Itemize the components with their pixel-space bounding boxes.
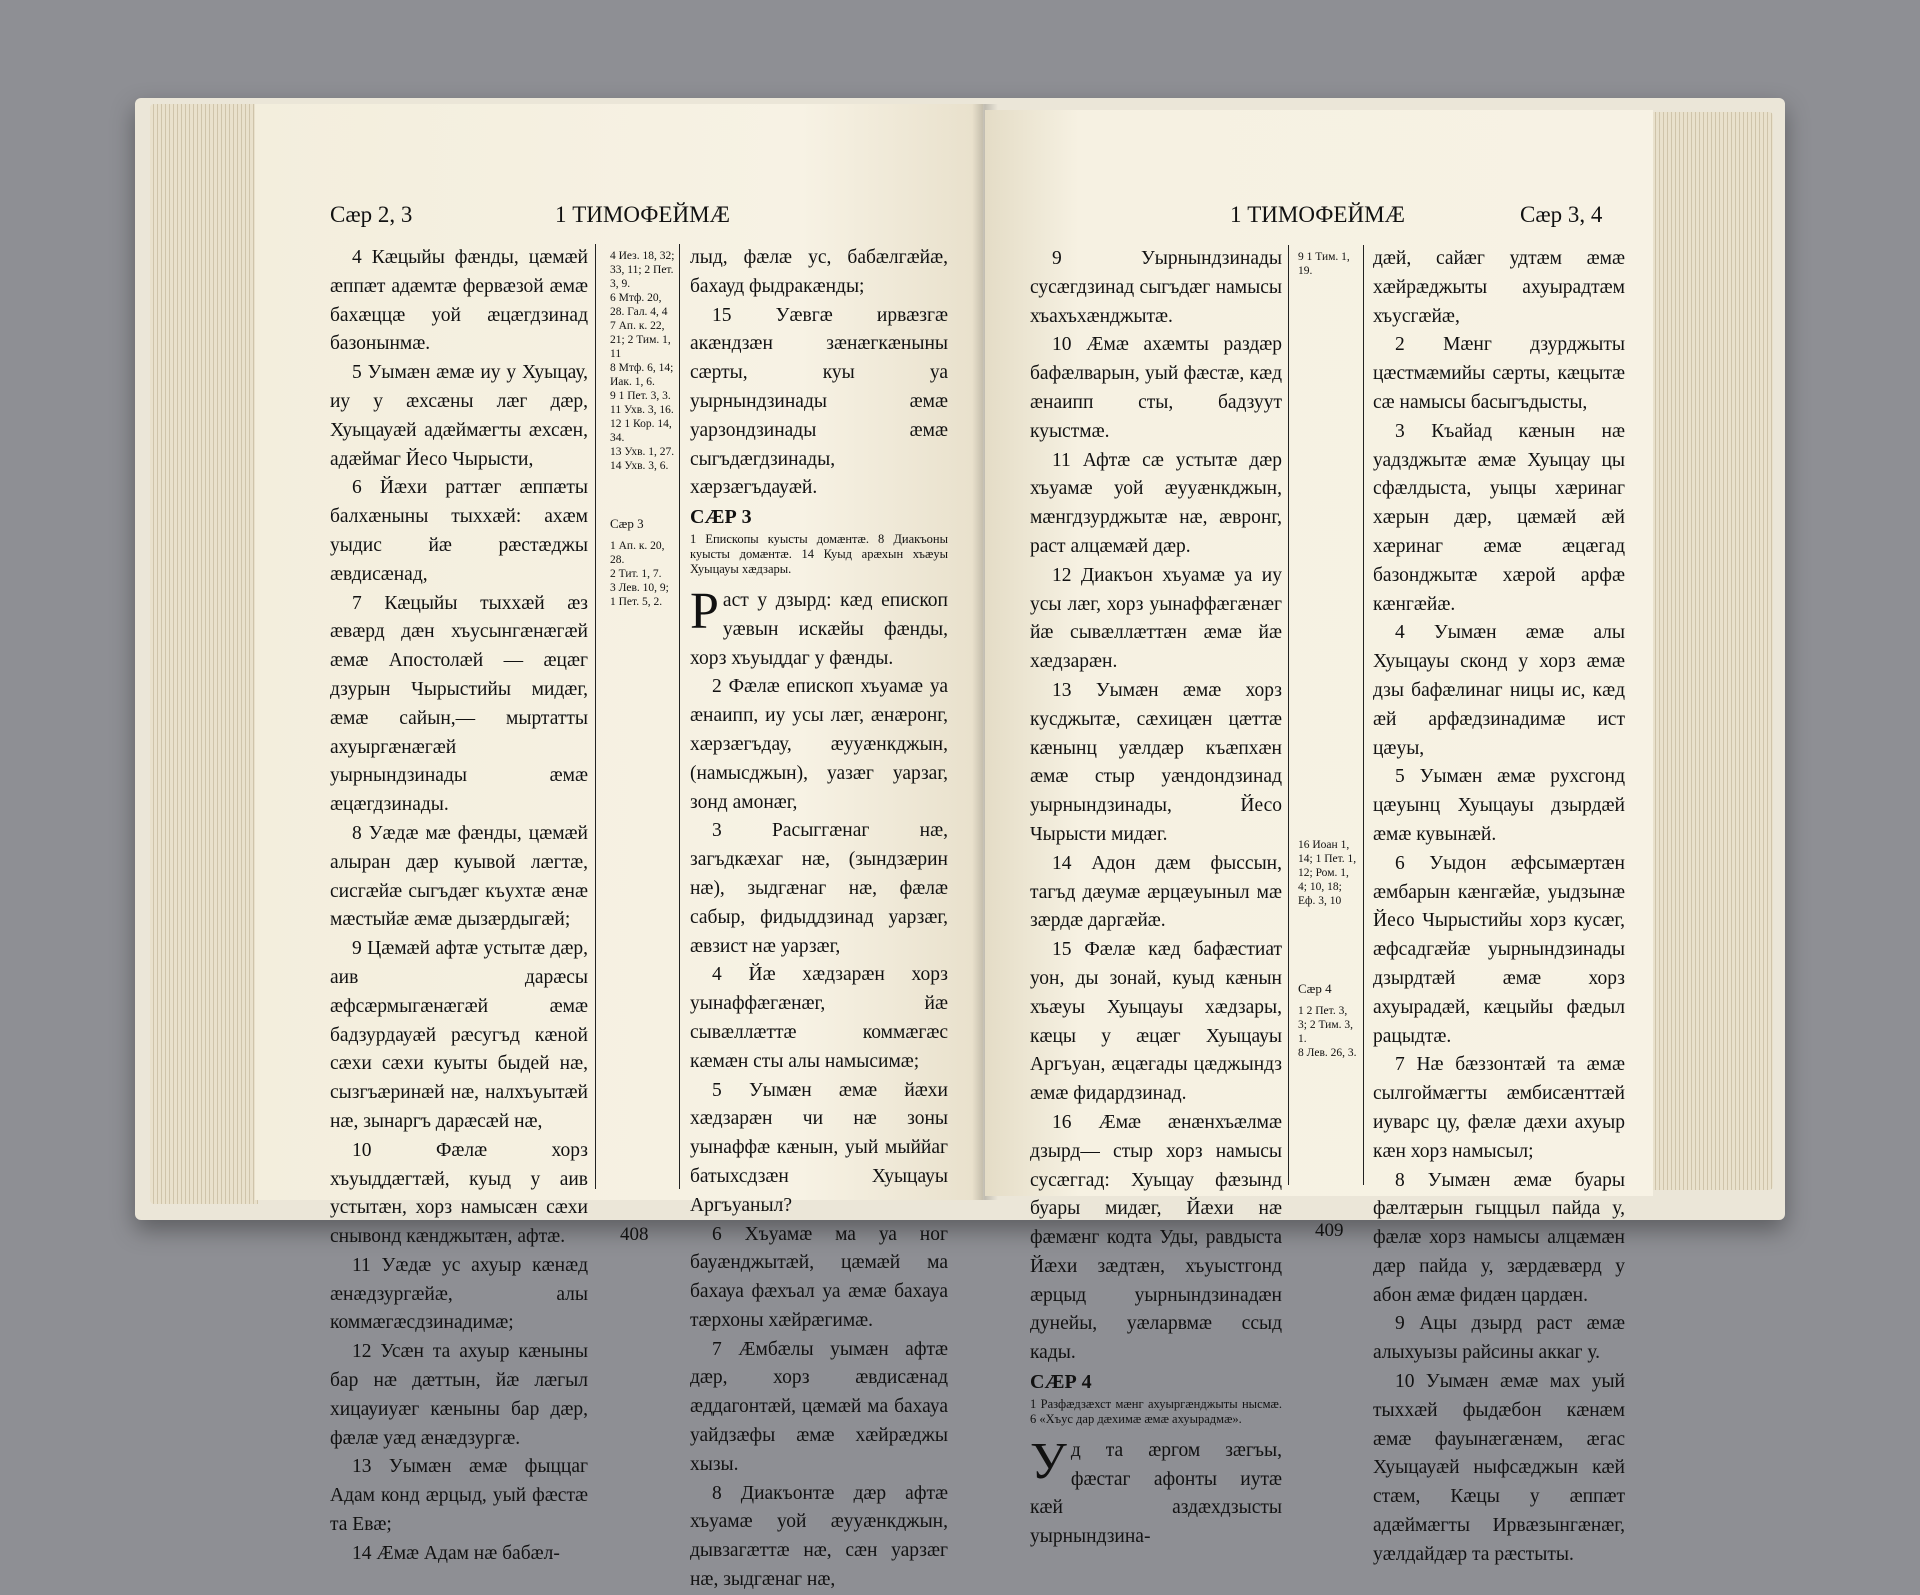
cross-reference: 8 Мтф. 6, 14; Иак. 1, 6. (610, 362, 674, 388)
cross-reference: 12 1 Кор. 14, 34. (610, 418, 672, 444)
right-column-rule-2 (1363, 245, 1364, 1185)
verse: 15 Фæлæ кæд бафæстиат уон, ды зонай, куыд кæнын хъæуы Хуыцауы хæдзары, кæцы у æцæг Хуыцауы Аргъуан, æцæгады цæджындз æмæ фидардзинад. (1030, 939, 1282, 1105)
verse: 12 Усæн та ахуыр кæныны бар нæ дæттын, йæ лæгыл хицауиуæг кæныны бар дæр, фæлæ уæд æнæдзургæ. (330, 1341, 588, 1449)
left-running-head-title: 1 ТИМОФЕЙМÆ (555, 202, 730, 227)
cross-reference: 16 Иоан 1, 14; 1 Пет. 1, 12; Ром. 1, 4; 10, 18; Еф. 3, 10 (1298, 839, 1357, 907)
verse: 7 Æмбæлы уымæн афтæ дæр, хорз æвдисæнад æддагонтæй, цæмæй ма бахауа уайдзæфы æмæ хæйрæджы хызы. (690, 1338, 948, 1475)
right-running-head-chapters: Сæр 3, 4 (1520, 202, 1603, 227)
drop-cap: Р (690, 582, 719, 640)
verse: 3 Расыггæнаг нæ, загъдкæхаг нæ, (зындзæрин нæ), зыдгæнаг нæ, фæлæ сабыр, фидыддзинад уарзæг, æвзист нæ уарзæг, (690, 820, 948, 957)
verse: дæй, сайæг удтæм æмæ хæйрæджыты ахуырадтæм хъусгæйæ, (1373, 248, 1625, 327)
page-edges-right (1648, 112, 1773, 1190)
verse: 14 Адон дæм фыссын, тагъд дæумæ æрцæуыныл мæ зæрдæ даргæйæ. (1030, 852, 1282, 932)
cross-reference: 4 Иез. 18, 32; 33, 11; 2 Пет. 3, 9. (610, 250, 675, 290)
verse: аст у дзырд: кæд епископ уæвын искæйы фæнды, хорз хъуыддаг у фæнды. (690, 589, 948, 669)
chapter-summary: 1 Разфæдзæхст мæнг ахуыргæнджыты нысмæ. 6 «Хъус дар дæхимæ æмæ ахуырадмæ». (1030, 1396, 1282, 1426)
verse: 10 Æмæ ахæмты раздæр бафæлварын, уый фæстæ, кæд æнаипп сты, бадзуут куыстмæ. (1030, 334, 1282, 442)
verse: 8 Уымæн æмæ буары фæлтæрын гыццыл пайда у, фæлæ хорз намысы алцæмæн дæр пайда у, зæрдæвæрд у абон æмæ фидæн цардæн. (1373, 1169, 1625, 1306)
cross-reference: 13 Ухв. 1, 27. (610, 446, 675, 458)
cross-reference: 14 Ухв. 3, 6. (610, 460, 669, 472)
right-cross-references (1298, 250, 1358, 1060)
cross-reference: 1 Ап. к. 20, 28. (610, 540, 665, 566)
verse: 13 Уымæн æмæ фыццаг Адам конд æрцыд, уый фæстæ та Евæ; (330, 1456, 588, 1536)
verse: 5 Уымæн æмæ йæхи хæдзарæн чи нæ зоны уынаффæ кæнын, уый мыййаг батыхсдзæн Хуыцауы Аргъуаныл? (690, 1079, 948, 1216)
left-column-1 (330, 244, 588, 1569)
left-page (255, 104, 983, 1591)
verse: 16 Æмæ æнæнхъæлмæ дзырд— стыр хорз намысы сусæггад: Хуыцау фæзынд буары мидæг, Йæхи нæ фæмæнг кодта Уды, равдыста Йæхи зæдтæн, хъуыстгонд æрцыд уырнындзинадæн дунейы, уæларвмæ ссыд кады. (1030, 1111, 1282, 1364)
right-page-number: 409 (1315, 1220, 1344, 1241)
verse: лыд, фæлæ ус, бабæлгæйæ, бахауд фыдракæнды; (690, 247, 948, 297)
chapter-title: СÆР 3 (690, 506, 752, 529)
verse: 9 Уырнындзинады сусæгдзинад сыгъдæг намысы хъахъхæнджытæ. (1030, 248, 1282, 327)
cross-reference: 9 1 Тим. 1, 19. (1298, 251, 1350, 277)
verse: 9 Цæмæй афтæ устытæ дæр, аив дарæсы æфсæрмыгæнæгæй æмæ бадзурдауæй рæсугъд кæной сæхи сæхи куыты быдей нæ, сызгъæринæй нæ, налхъуытæй нæ, зынаргъ дарæсæй нæ, (330, 938, 588, 1132)
cross-reference: 6 Мтф. 20, 28. Гал. 4, 4 (610, 292, 668, 318)
verse: 5 Уымæн æмæ иу у Хуыцау, иу у æхсæны лæг дæр, Хуыцауæй адæймæгты æхсæн, адæймаг Йесо Чырысти, (330, 362, 588, 470)
right-column-rule-1 (1288, 245, 1289, 1185)
verse: 8 Диакъонтæ дæр афтæ хъуамæ уой æууæнкджын, дывзагæттæ нæ, сæн уарзæг нæ, зыдгæнаг нæ, (690, 1482, 948, 1591)
verse: 10 Уымæн æмæ мах уый тыххæй фыдæбон кæнæм æмæ фауынæгæнæм, æгас Хуыцауæй ныфсæджын кæй стæм, Кæцы у æппæт адæймæгты Ирвæзынгæнæг, уæлдайдæр та рæстыты. (1373, 1371, 1625, 1565)
left-column-2 (690, 244, 948, 1595)
cross-reference-chapter-head: Сæр 3 (610, 516, 644, 531)
verse: 4 Йæ хæдзарæн хорз уынаффæгæнæг, йæ сывæллæттæ коммæгæс кæмæн сты алы намысимæ; (690, 964, 948, 1072)
verse: 7 Кæцыйы тыххæй æз æвæрд дæн хъусынгæнæгæй æмæ Апостолæй — æцæг дзурын Чырыстийы мидæг, æмæ сайын,— мыртатты ахуыргæнæгæй уырнындзинады æмæ æцæгдзинады. (330, 592, 588, 816)
verse: 6 Йæхи раттæг æппæты балхæныны тыххæй: ахæм уыдис йæ рæстæджы æвдисæнад, (330, 477, 588, 585)
verse: 6 Хъуамæ ма уа ног бауæнджытæй, цæмæй ма бахауа фæхъал уа æмæ бахауа тæрхоны хæйрæгимæ. (690, 1223, 948, 1331)
left-cross-references (610, 249, 676, 609)
verse: 5 Уымæн æмæ рухсгонд цæуынц Хуыцауы дзырдæй æмæ кувынæй. (1373, 766, 1625, 845)
right-page (985, 110, 1653, 1565)
cross-reference: 9 1 Пет. 3, 3. (610, 390, 671, 402)
verse: 3 Къайад кæнын нæ уадзджытæ æмæ Хуыцау цы сфæлдыста, уыцы хæринаг хæрын дæр, цæмæй æй хæринаг æмæ æцæгад базонджытæ хæрой арфæ кæнгæйæ. (1373, 420, 1625, 615)
left-column-rule-1 (595, 244, 596, 1189)
cross-reference: 8 Лев. 26, 3. (1298, 1047, 1357, 1059)
verse: 11 Уæдæ ус ахуыр кæнæд æнæдзургæйæ, алы коммæгæсдзинадимæ; (330, 1254, 588, 1334)
verse: 8 Уæдæ мæ фæнды, цæмæй алыран дæр куывой лæгтæ, сисгæйæ сыгъдæг къухтæ æнæ мæстыйæ æмæ дызæрдыгæй; (330, 822, 588, 931)
page-edges-left (150, 104, 258, 1204)
verse: 6 Уыдон æфсымæртæн æмбарын кæнгæйæ, уыдзынæ Йесо Чырыстийы хорз кусæг, æфсадгæйæ уырнындзинады дзырдтæй æмæ хорз ахуырадæй, кæцыйы фæдыл рацыдтæ. (1373, 852, 1625, 1047)
chapter-title: СÆР 4 (1030, 1371, 1092, 1394)
cross-reference: 7 Ап. к. 22, 21; 2 Тим. 1, 11 (610, 320, 671, 360)
verse: 11 Афтæ сæ устытæ дæр хъуамæ уой æууæнкджын, мæнгдзурджытæ нæ, æвронг, раст алцæмæй дæр. (1030, 449, 1282, 557)
cross-reference: 11 Ухв. 3, 16. (610, 404, 674, 416)
cross-reference: 1 2 Пет. 3, 3; 2 Тим. 3, 1. (1298, 1005, 1353, 1045)
verse: 7 Нæ бæззонтæй та æмæ сылгоймæгты æмбисæнттæй иуварс цу, фæлæ дæхи ахуыр кæн хорз намысыл; (1373, 1054, 1625, 1162)
verse: 4 Кæцыйы фæнды, цæмæй æппæт адæмтæ фервæзой æмæ бахæццæ уой æцæгдзинад базонынмæ. (330, 247, 588, 355)
verse: 2 Фæлæ епископ хъуамæ уа æнаипп, иу усы лæг, æнæронг, хæрзæгъдау, æууæнкджын, (намысджын), уазæг уарзаг, зонд амонæг, (690, 676, 948, 813)
verse: 9 Ацы дзырд раст æмæ алыхуызы райсины аккаг у. (1373, 1313, 1625, 1364)
drop-cap: У (1030, 1432, 1067, 1490)
left-page-number: 408 (620, 1224, 649, 1245)
right-column-2 (1373, 245, 1625, 1570)
chapter-summary: 1 Епископы куысты домæнтæ. 8 Диакъоны куысты домæнтæ. 14 Куыд арæхын хъæуы Хуыцауы хæдзары. (690, 531, 948, 576)
verse: 2 Мæнг дзурджыты цæстмæмийы сæрты, кæцытæ сæ намысы басыгъдысты, (1373, 334, 1625, 413)
left-column-rule-2 (679, 244, 680, 1189)
left-running-head-chapters: Сæр 2, 3 (330, 202, 413, 227)
verse: 10 Фæлæ хорз хъуыддæгтæй, куыд у аив устытæн, хорз намысæн сæхи снывонд кæнджытæн, афтæ. (330, 1139, 588, 1248)
cross-reference: 2 Тит. 1, 7. (610, 568, 662, 580)
cross-reference: 3 Лев. 10, 9; 1 Пет. 5, 2. (610, 582, 669, 608)
verse: д та æргом зæгъы, фæстаг афонты иутæ кæй аздæхдзысты уырнындзина- (1030, 1439, 1282, 1548)
verse: 13 Уымæн æмæ хорз кусджытæ, сæхицæн цæттæ кæнынц уæлдæр къæпхæн æмæ стыр уæндондзинад уырнындзинады, Йесо Чырысти мидæг. (1030, 679, 1282, 845)
cross-reference-chapter-head: Сæр 4 (1298, 981, 1332, 996)
right-column-1 (1030, 245, 1282, 1552)
right-running-head-title: 1 ТИМОФЕЙМÆ (1230, 202, 1405, 227)
verse: 12 Диакъон хъуамæ уа иу усы лæг, хорз уынаффæгæнæг йæ сывæллæттæн æмæ йæ хæдзарæн. (1030, 564, 1282, 673)
verse: 4 Уымæн æмæ алы Хуыцауы сконд у хорз æмæ дзы бафæлинаг ницы ис, кæд æй арфæдзинадимæ ист цæуы, (1373, 622, 1625, 759)
verse: 14 Æмæ Адам нæ бабæл- (352, 1542, 560, 1564)
verse: 15 Уæвгæ ирвæзгæ акæндзæн зæнæгкæныны сæрты, куы уа уырнындзинады æмæ уарзондзинады æмæ сыгъдæгдзинады, хæрзæгъдауæй. (690, 304, 948, 499)
